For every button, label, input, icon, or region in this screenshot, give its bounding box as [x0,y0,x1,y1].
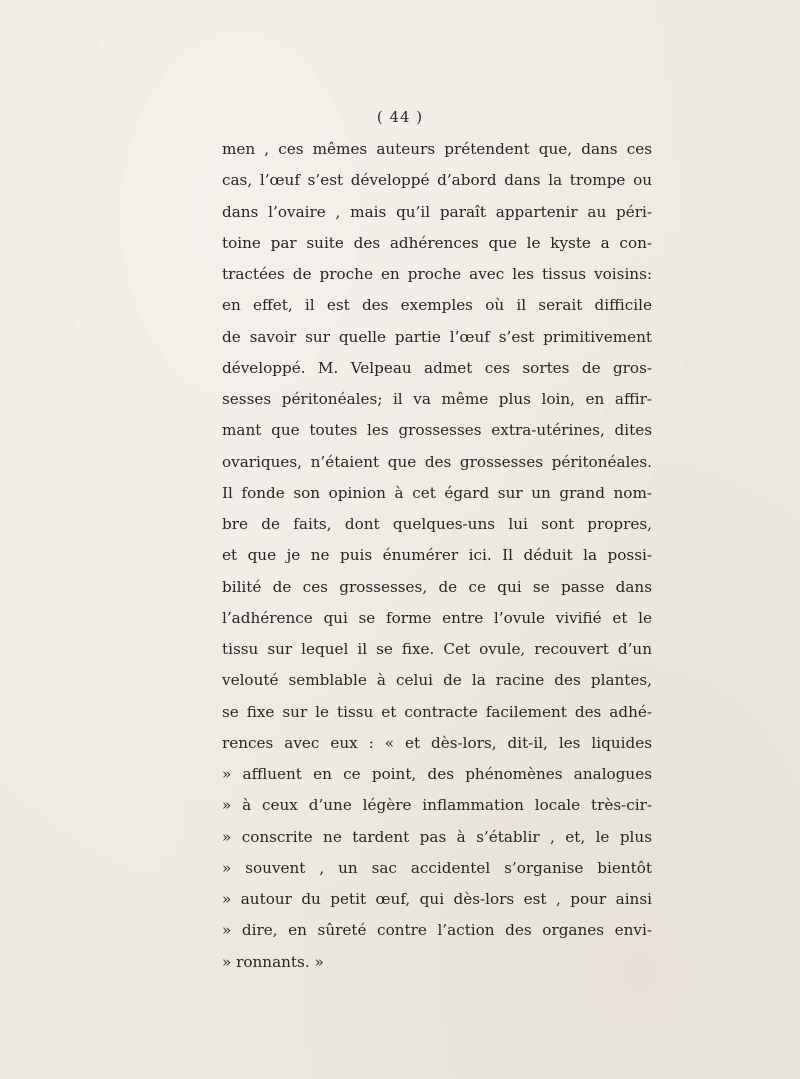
text-line: sesses péritonéales; il va même plus loin, en affir- [222,390,652,408]
text-line: en effet, il est des exemples où il serait difficile [222,296,652,315]
text-line: cas, l’œuf s’est développé d’abord dans la trompe ou [222,171,652,190]
text-line: l’adhérence qui se forme entre l’ovule vivifié et le [222,608,652,627]
text-line: bre de faits, dont quelques-uns lui sont propres, [222,515,652,533]
text-line: velouté semblable à celui de la racine des plantes, [222,671,652,690]
body-text [222,134,652,978]
text-line: men , ces mêmes auteurs prétendent que, dans ces [222,140,652,158]
text-line: et que je ne puis énumérer ici. Il déduit la possi- [222,546,652,565]
text-line: » conscrite ne tardent pas à s’établir , et, le plus [222,827,652,846]
text-line: bilité de ces grossesses, de ce qui se passe dans [222,577,652,596]
text-line: » à ceux d’une légère inflammation locale très-cir- [222,796,652,815]
text-line: de savoir sur quelle partie l’œuf s’est primitivement [222,327,652,346]
text-line: » souvent , un sac accidentel s’organise bientôt [222,858,652,877]
text-line: mant que toutes les grossesses extra-utérines, dites [222,421,652,440]
text-line: tractées de proche en proche avec les tissus voisins: [222,265,652,283]
text-line: » affluent en ce point, des phénomènes analogues [222,765,652,783]
text-line: se fixe sur le tissu et contracte facilement des adhé- [222,702,652,721]
text-line: toine par suite des adhérences que le kyste a con- [222,233,652,252]
text-line: » dire, en sûreté contre l’action des organes envi- [222,921,652,940]
page-number: ( 44 ) [376,108,424,126]
text-line: ovariques, n’étaient que des grossesses péritonéales. [222,452,652,471]
text-line: » ronnants. » [222,952,324,971]
text-line: développé. M. Velpeau admet ces sortes de gros- [222,358,652,377]
text-line: tissu sur lequel il se fixe. Cet ovule, recouvert d’un [222,640,652,658]
text-line: dans l’ovaire , mais qu’il paraît appartenir au péri- [222,202,652,221]
text-line: Il fonde son opinion à cet égard sur un grand nom- [222,483,652,502]
text-line: » autour du petit œuf, qui dès-lors est , pour ainsi [222,890,652,908]
text-line: rences avec eux : « et dès-lors, dit-il, les liquides [222,733,652,752]
